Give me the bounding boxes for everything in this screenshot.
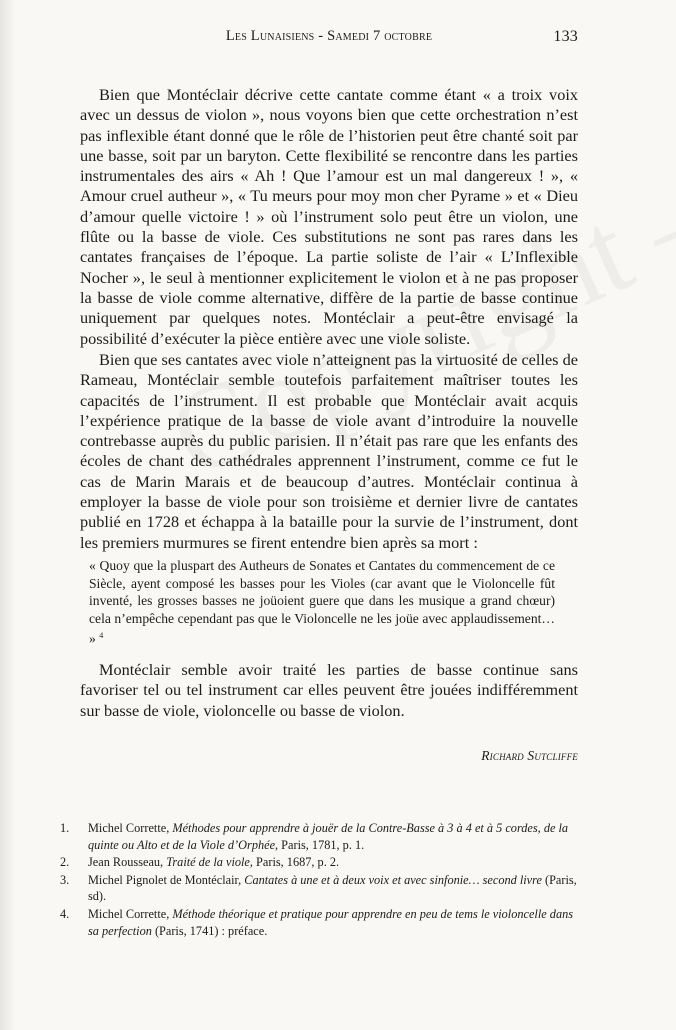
footnote-item (60, 854, 578, 871)
footnote-item (60, 820, 578, 853)
paragraph-text: Bien que ses cantates avec viole n’atteignent pas la virtuosité de celles de Rameau, Montéclair semble toutefois parfaitement maîtriser toutes les capacités de l’instrument. Il est probable que Montéclair avait acquis l’expérience pratique de la basse de viole avant d’introduire la nouvelle contrebasse auprès du public parisien. Il n’était pas rare que les enfants des écoles de chant des cathédrales apprennent l’instrument, comme ce fut le cas de Marin Marais et de beaucoup d’autres. Montéclair continua à employer la basse de viole pour son troisième et dernier livre de cantates publié en 1728 et échappa à la bataille pour la survie de l’instrument, dont les premiers murmures se firent entendre bien après sa mort : (80, 350, 578, 552)
running-header (80, 28, 578, 48)
page-number: 133 (553, 28, 578, 45)
quote-text: « Quoy que la pluspart des Autheurs de Sonates et Cantates du commencement de ce Siècle, ayent composé les basses pour les Violes (car avant que le Violoncelle fût inventé, les grosses basses ne joüoient guere que dans les musique a grand chœur) cela n’empêche cependant pas que le Violoncelle ne les joüe avec applaudissement… » (89, 558, 555, 647)
footnote-title: Méthode théorique et pratique pour apprendre en peu de tems le violoncelle dans sa perfection (88, 906, 574, 938)
footnote-title: Cantates à une et à deux voix et avec sinfonie… second livre (244, 872, 542, 887)
footnote-details: (Paris, sd). (88, 872, 577, 904)
footnote-author: Michel Corrette, (88, 821, 173, 835)
footnote-title: Traité de la viole (166, 855, 250, 870)
footnote-author: Michel Corrette, (88, 906, 173, 921)
footnote-author: Michel Pignolet de Montéclair, (88, 872, 245, 887)
block-quote (89, 557, 555, 648)
paragraph-3 (80, 660, 578, 721)
footnote-item (60, 906, 578, 939)
footnotes (60, 820, 578, 940)
footnote-item (60, 872, 578, 905)
paragraph-text: Bien que Montéclair décrive cette cantate comme étant « a troix voix avec un dessus de violon », nous voyons bien que cette orchestration n’est pas inflexible étant donné que le rôle de l’historien peut être chanté soit par une basse, soit par un baryton. Cette flexibilité se rencontre dans les parties instrumentales des airs « Ah ! Que l’amour est un mal dangereux ! », « Amour cruel autheur », « Tu meurs pour moy mon cher Pyrame » et « Dieu d’amour quelle victoire ! » où l’instrument solo peut être un violon, une flûte ou la basse de viole. Ces substitutions ne sont pas rares dans les cantates françaises de l’époque. La partie soliste de l’air « L’Inflexible Nocher », le seul à mentionner explicitement le violon et à ne pas proposer la basse de viole comme alternative, diffère de la partie de basse continue uniquement par quelques notes. Montéclair a peut-être envisagé la possibilité d’exécuter la pièce entière avec une viole soliste. (80, 85, 578, 348)
footnote-details: , Paris, 1687, p. 2. (249, 855, 340, 870)
footnote-details: (Paris, 1741) : préface. (151, 923, 268, 938)
footnote-number: 3. (60, 872, 70, 887)
footnote-number: 4. (60, 906, 70, 921)
footnote-number: 2. (60, 855, 70, 870)
footnote-ref: 4 (99, 631, 104, 641)
footnote-number: 1. (60, 821, 70, 835)
paragraph-1 (80, 85, 578, 349)
author-signature: Richard Sutcliffe (481, 748, 578, 763)
paragraph-text: Montéclair semble avoir traité les parties de basse continue sans favoriser tel ou tel instrument car elles peuvent être jouées indifféremment sur basse de viole, violoncelle ou basse de violon. (80, 660, 578, 720)
page-edge-shadow (0, 0, 16, 1030)
footnote-title: Méthodes pour apprendre à jouër de la Contre-Basse à 3 à 4 et à 5 cordes, de la quinte ou Alto et de la Viole d’Orphée (88, 821, 569, 852)
paragraph-2 (80, 350, 578, 553)
footnote-details: , Paris, 1781, p. 1. (275, 837, 365, 852)
running-title: Les Lunaisiens - Samedi 7 octobre (225, 28, 433, 44)
footnote-author: Jean Rousseau, (88, 855, 167, 870)
